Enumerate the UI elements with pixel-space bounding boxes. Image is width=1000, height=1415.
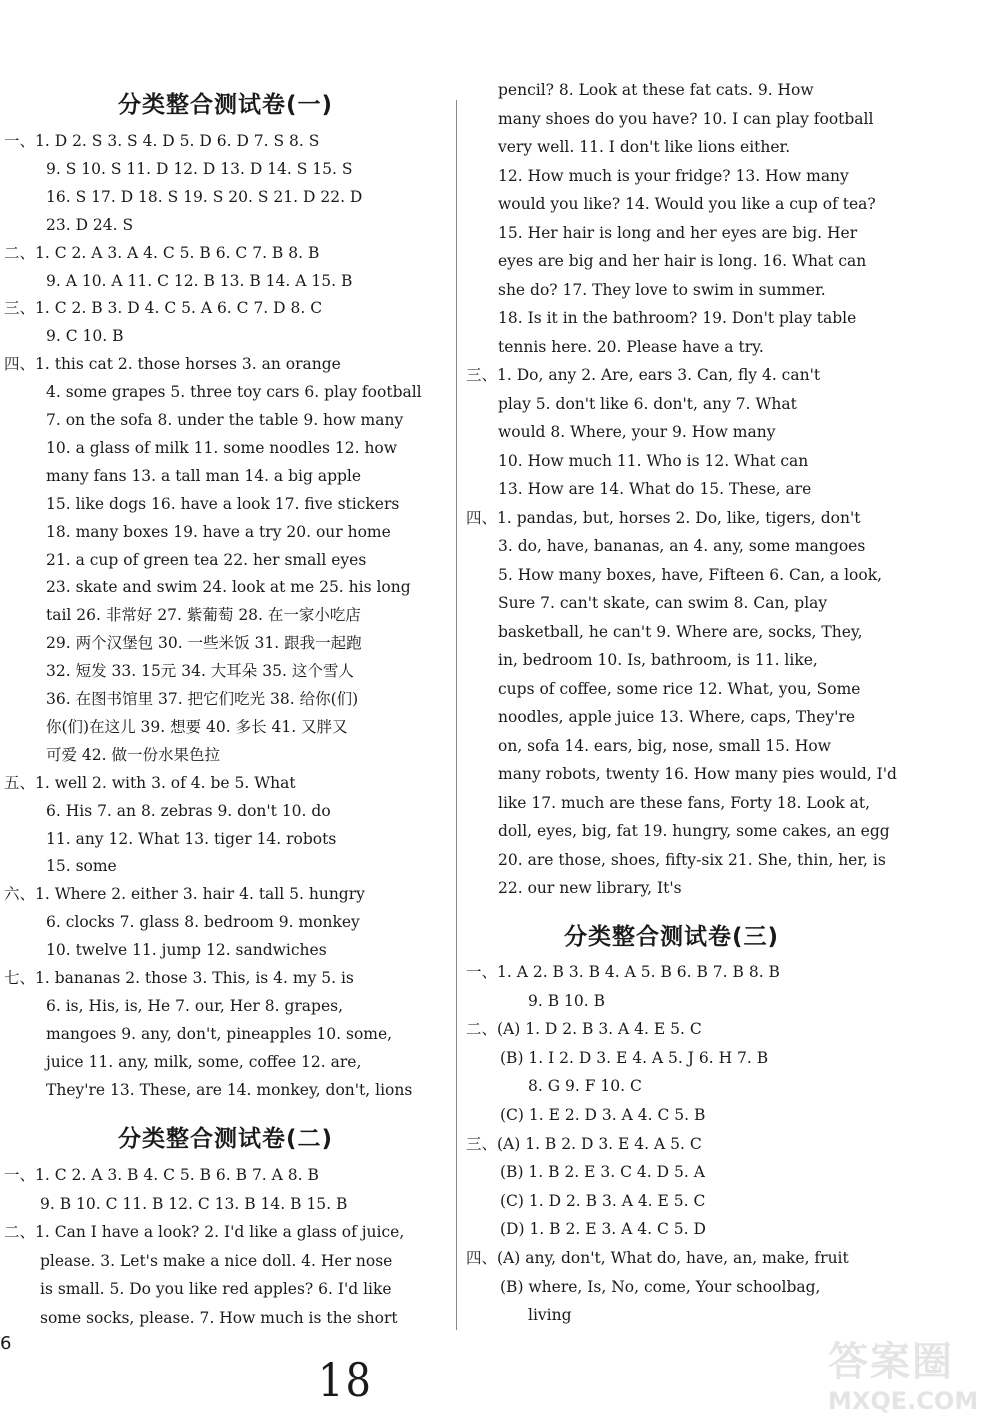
watermark-logo [828,1330,998,1415]
answer-line: is small. 5. Do you like red apples? 6. I'd like [40,1280,392,1298]
answer-line: 一、1. A 2. B 3. B 4. A 5. B 6. B 7. B 8. B [466,963,780,981]
answer-line: 9. A 10. A 11. C 12. B 13. B 14. A 15. B [46,271,353,290]
answer-line: 15. Her hair is long and her eyes are big. Her [498,223,858,242]
answer-line: would 8. Where, your 9. How many [498,423,776,441]
answer-line: They're 13. These, are 14. monkey, don't, lions [46,1080,413,1099]
answer-line: please. 3. Let's make a nice doll. 4. Her nose [40,1251,393,1270]
answer-line: 15. like dogs 16. have a look 17. five stickers [46,494,400,513]
answer-line: 3. do, have, bananas, an 4. any, some mangoes [498,537,866,555]
answer-line: 7. on the sofa 8. under the table 9. how many [46,411,404,429]
answer-line: (B) where, Is, No, come, Your schoolbag, [500,1277,821,1296]
answer-line: noodles, apple juice 13. Where, caps, They're [498,708,856,726]
answer-line: she do? 17. They love to swim in summer. [498,280,826,299]
answer-line: in, bedroom 10. Is, bathroom, is 11. like, [498,651,818,669]
answer-line: 6. is, His, is, He 7. our, Her 8. grapes, [46,996,344,1015]
answer-line: 五、1. well 2. with 3. of 4. be 5. What [4,773,296,792]
answer-line: (B) 1. I 2. D 3. E 4. A 5. J 6. H 7. B [500,1048,769,1067]
answer-line: 5. How many boxes, have, Fifteen 6. Can, a look, [498,565,883,584]
handwritten-page-number: 18 [318,1354,373,1408]
answer-line: 9. C 10. B [46,327,124,346]
answer-line: 23. D 24. S [46,215,134,234]
section-title-3: 分类整合测试卷(三) [564,924,780,950]
answer-line: 6. clocks 7. glass 8. bedroom 9. monkey [46,913,360,932]
answer-line: 三、1. Do, any 2. Are, ears 3. Can, fly 4. can't [466,366,821,384]
answer-line: pencil? 8. Look at these fat cats. 9. How [498,81,814,99]
answer-line: Sure 7. can't skate, can swim 8. Can, play [498,594,828,612]
answer-line: 六、1. Where 2. either 3. hair 4. tall 5. hungry [4,885,365,904]
section-title-2: 分类整合测试卷(二) [118,1126,334,1152]
answer-line: eyes are big and her hair is long. 16. What can [498,252,867,270]
answer-line: living [528,1306,572,1325]
answer-line: 18. Is it in the bathroom? 19. Don't play table [498,309,857,327]
answer-line: like 17. much are these fans, Forty 18. Look at, [498,793,871,812]
answer-line: 32. 短发 33. 15元 34. 大耳朵 35. 这个雪人 [46,662,354,681]
answer-line: would you like? 14. Would you like a cup of tea? [498,195,876,213]
answer-line: 22. our new library, It's [498,879,682,897]
answer-line: on, sofa 14. ears, big, nose, small 15. How [498,736,831,755]
answer-line: 9. S 10. S 11. D 12. D 13. D 14. S 15. S [46,159,353,178]
answer-line: 二、(A) 1. D 2. B 3. A 4. E 5. C [466,1020,702,1039]
answer-line: tail 26. 非常好 27. 紫葡萄 28. 在一家小吃店 [46,606,361,625]
answer-line: cups of coffee, some rice 12. What, you, Some [498,679,861,698]
section-title-1: 分类整合测试卷(一) [118,92,334,118]
answer-line: (B) 1. B 2. E 3. C 4. D 5. A [500,1163,705,1182]
answer-line: 三、(A) 1. B 2. D 3. E 4. A 5. C [466,1134,702,1153]
answer-line: 18. many boxes 19. have a try 20. our home [46,522,391,541]
watermark-url: MXQE.COM [828,1387,979,1415]
answer-line: many shoes do you have? 10. I can play football [498,109,874,128]
answer-line: doll, eyes, big, fat 19. hungry, some cakes, an egg [498,822,890,840]
answer-line: (C) 1. E 2. D 3. A 4. C 5. B [500,1106,706,1124]
answer-line: 4. some grapes 5. three toy cars 6. play football [46,383,422,402]
answer-line: juice 11. any, milk, some, coffee 12. are, [46,1052,362,1071]
watermark-text: 答案圈 [828,1339,954,1385]
answer-line: many fans 13. a tall man 14. a big apple [46,466,362,485]
answer-line: basketball, he can't 9. Where are, socks, They, [498,622,863,641]
answer-line: 20. are those, shoes, fifty-six 21. She, thin, her, is [498,850,886,869]
answer-line: very well. 11. I don't like lions either. [498,138,791,156]
page-corner-number: 6 [0,1333,12,1354]
answer-line: 10. How much 11. Who is 12. What can [498,451,809,470]
answer-line: 29. 两个汉堡包 30. 一些米饭 31. 跟我一起跑 [46,634,362,653]
answer-line: 四、(A) any, don't, What do, have, an, make, fruit [466,1249,849,1267]
answer-line: (C) 1. D 2. B 3. A 4. E 5. C [500,1191,706,1210]
answer-line: 三、1. C 2. B 3. D 4. C 5. A 6. C 7. D 8. C [4,299,323,318]
answer-line: some socks, please. 7. How much is the short [40,1308,398,1327]
answer-line: 10. twelve 11. jump 12. sandwiches [46,941,327,960]
answer-line: 七、1. bananas 2. those 3. This, is 4. my 5. is [4,969,354,987]
answer-line: mangoes 9. any, don't, pineapples 10. some, [46,1024,393,1043]
answer-line: many robots, twenty 16. How many pies would, I'd [498,765,897,783]
answer-line: play 5. don't like 6. don't, any 7. What [498,394,797,413]
answer-line: 10. a glass of milk 11. some noodles 12. how [46,438,398,457]
answer-line: 6. His 7. an 8. zebras 9. don't 10. do [46,801,331,820]
answer-line: 12. How much is your fridge? 13. How many [498,166,849,185]
answer-line: 36. 在图书馆里 37. 把它们吃光 38. 给你(们) [46,690,359,708]
answer-line: 21. a cup of green tea 22. her small eyes [46,550,367,569]
answer-line: 你(们)在这儿 39. 想要 40. 多长 41. 又胖又 [46,717,348,736]
answer-line: 一、1. D 2. S 3. S 4. D 5. D 6. D 7. S 8. S [4,132,320,150]
answer-line: tennis here. 20. Please have a try. [498,337,764,356]
answer-line: 23. skate and swim 24. look at me 25. his long [46,578,411,597]
answer-line: 8. G 9. F 10. C [528,1077,642,1096]
answer-line: 11. any 12. What 13. tiger 14. robots [46,829,337,848]
answer-line: 可爱 42. 做一份水果色拉 [46,745,221,764]
answer-line: 一、1. C 2. A 3. B 4. C 5. B 6. B 7. A 8. B [4,1166,319,1184]
column-divider [456,100,457,1330]
answer-line: 四、1. this cat 2. those horses 3. an orange [4,355,341,374]
answer-line: 9. B 10. C 11. B 12. C 13. B 14. B 15. B [40,1194,348,1213]
answer-line: 四、1. pandas, but, horses 2. Do, like, tigers, don't [466,508,861,527]
answer-line: 15. some [46,857,117,876]
answer-line: 二、1. C 2. A 3. A 4. C 5. B 6. C 7. B 8. B [4,243,320,262]
answer-line: (D) 1. B 2. E 3. A 4. C 5. D [500,1220,706,1239]
answer-line: 16. S 17. D 18. S 19. S 20. S 21. D 22. D [46,187,363,206]
answer-line: 二、1. Can I have a look? 2. I'd like a glass of juice, [4,1223,405,1241]
answer-line: 9. B 10. B [528,991,606,1010]
answer-line: 13. How are 14. What do 15. These, are [498,480,812,498]
